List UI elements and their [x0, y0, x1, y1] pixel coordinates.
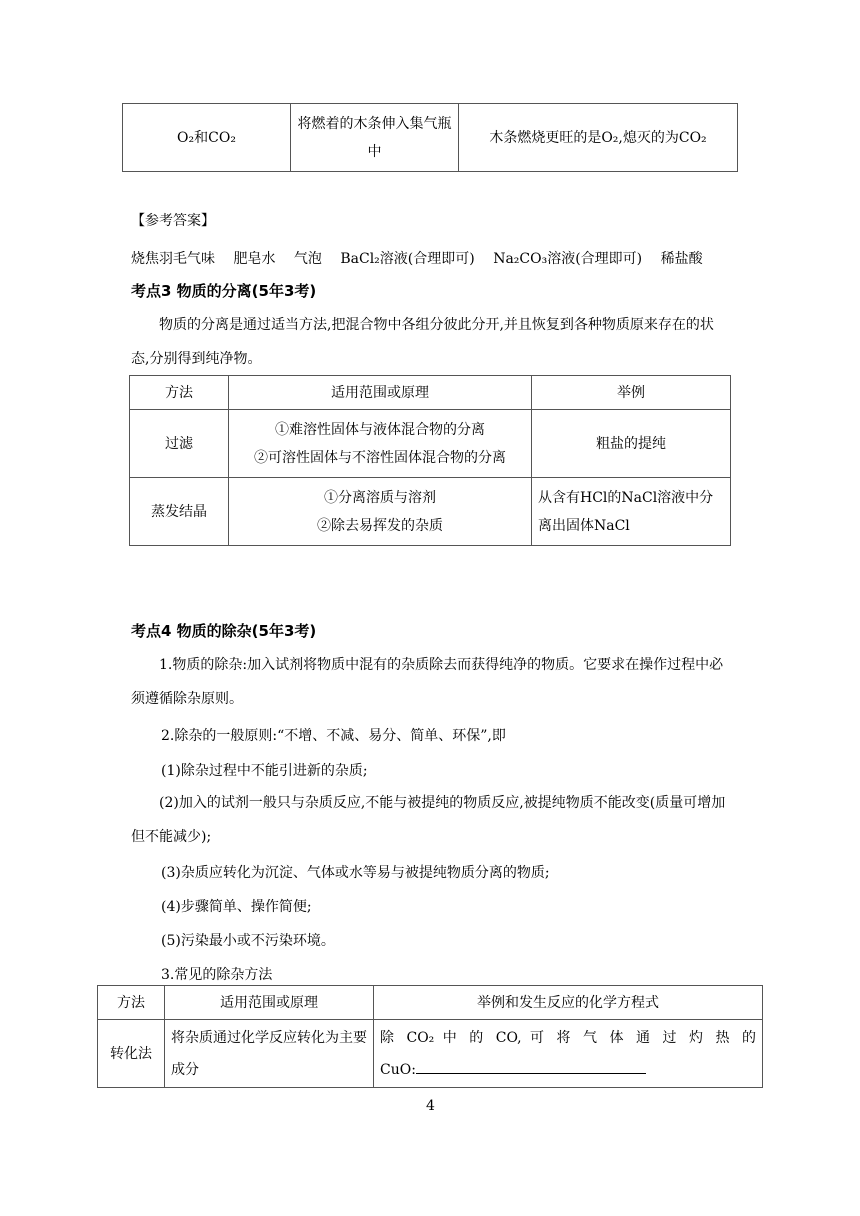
impurity-header-method: 方法: [98, 986, 165, 1020]
section3-intro: 物质的分离是通过适当方法,把混合物中各组分彼此分开,并且恢复到各种物质原来存在的状态,分别得到纯净物。: [131, 317, 714, 367]
principle-line: ②可溶性固体与不溶性固体混合物的分离: [254, 449, 506, 466]
section4-p1: 1.物质的除杂:加入试剂将物质中混有的杂质除去而获得纯净的物质。它要求在操作过程中必须遵循除杂原则。: [131, 657, 724, 707]
separation-principle-filter: [229, 410, 532, 478]
impurity-table: [97, 985, 763, 1088]
separation-header-principle: 适用范围或原理: [229, 376, 532, 410]
section3-heading: 考点3 物质的分离(5年3考): [131, 282, 317, 300]
separation-method-filter: 过滤: [130, 410, 229, 478]
separation-header-method: 方法: [130, 376, 229, 410]
impurity-example-convert: [374, 1020, 763, 1088]
answer-item: 气泡: [293, 251, 322, 267]
top-table-cell-method: 将燃着的木条伸入集气瓶中: [291, 104, 459, 172]
principle-item-5: (5)污染最小或不污染环境。: [161, 933, 335, 949]
answer-item: BaCl₂溶液(合理即可): [340, 251, 475, 267]
impurity-header-principle: 适用范围或原理: [165, 986, 374, 1020]
impurity-header-example: 举例和发生反应的化学方程式: [374, 986, 763, 1020]
answer-title: 【参考答案】: [131, 213, 215, 229]
separation-principle-evaporate: [229, 478, 532, 546]
section4-heading: 考点4 物质的除杂(5年3考): [131, 622, 317, 640]
answer-items: [131, 248, 703, 268]
answer-item: Na₂CO₃溶液(合理即可): [493, 251, 643, 267]
principle-line: ①分离溶质与溶剂: [324, 489, 436, 506]
answer-blank[interactable]: [416, 1059, 646, 1074]
principle-line: ②除去易挥发的杂质: [317, 517, 443, 534]
answer-item: 烧焦羽毛气味: [131, 251, 215, 267]
example-line-label: CuO:: [380, 1061, 416, 1078]
example-line: 除 CO₂ 中 的 CO, 可 将 气 体 通 过 灼 热 的: [380, 1029, 756, 1046]
impurity-method-convert: 转化法: [98, 1020, 165, 1088]
separation-header-example: 举例: [532, 376, 731, 410]
page-number: 4: [426, 1098, 435, 1114]
section4-p2: 2.除杂的一般原则:“不增、不减、易分、简单、环保”,即: [161, 728, 506, 744]
impurity-principle-convert: 将杂质通过化学反应转化为主要成分: [165, 1020, 374, 1088]
top-table-cell-result: 木条燃烧更旺的是O₂,熄灭的为CO₂: [459, 104, 738, 172]
top-table-cell-gases: O₂和CO₂: [123, 104, 291, 172]
principle-item-4: (4)步骤简单、操作简便;: [161, 899, 312, 915]
separation-table: [129, 375, 731, 546]
top-table: [122, 103, 738, 172]
example-line-blank: [380, 1054, 756, 1086]
section4-p3: 3.常见的除杂方法: [161, 967, 273, 983]
separation-example-evaporate: 从含有HCl的NaCl溶液中分离出固体NaCl: [532, 478, 731, 546]
answer-item: 稀盐酸: [660, 251, 703, 267]
principle-line: ①难溶性固体与液体混合物的分离: [275, 421, 485, 438]
separation-method-evaporate: 蒸发结晶: [130, 478, 229, 546]
principle-item-2: (2)加入的试剂一般只与杂质反应,不能与被提纯的物质反应,被提纯物质不能改变(质量可增加但不能减少);: [131, 795, 726, 845]
separation-example-filter: 粗盐的提纯: [532, 410, 731, 478]
answer-item: 肥皂水: [233, 251, 276, 267]
principle-item-1: (1)除杂过程中不能引进新的杂质;: [161, 763, 368, 779]
principle-item-3: (3)杂质应转化为沉淀、气体或水等易与被提纯物质分离的物质;: [161, 865, 550, 881]
